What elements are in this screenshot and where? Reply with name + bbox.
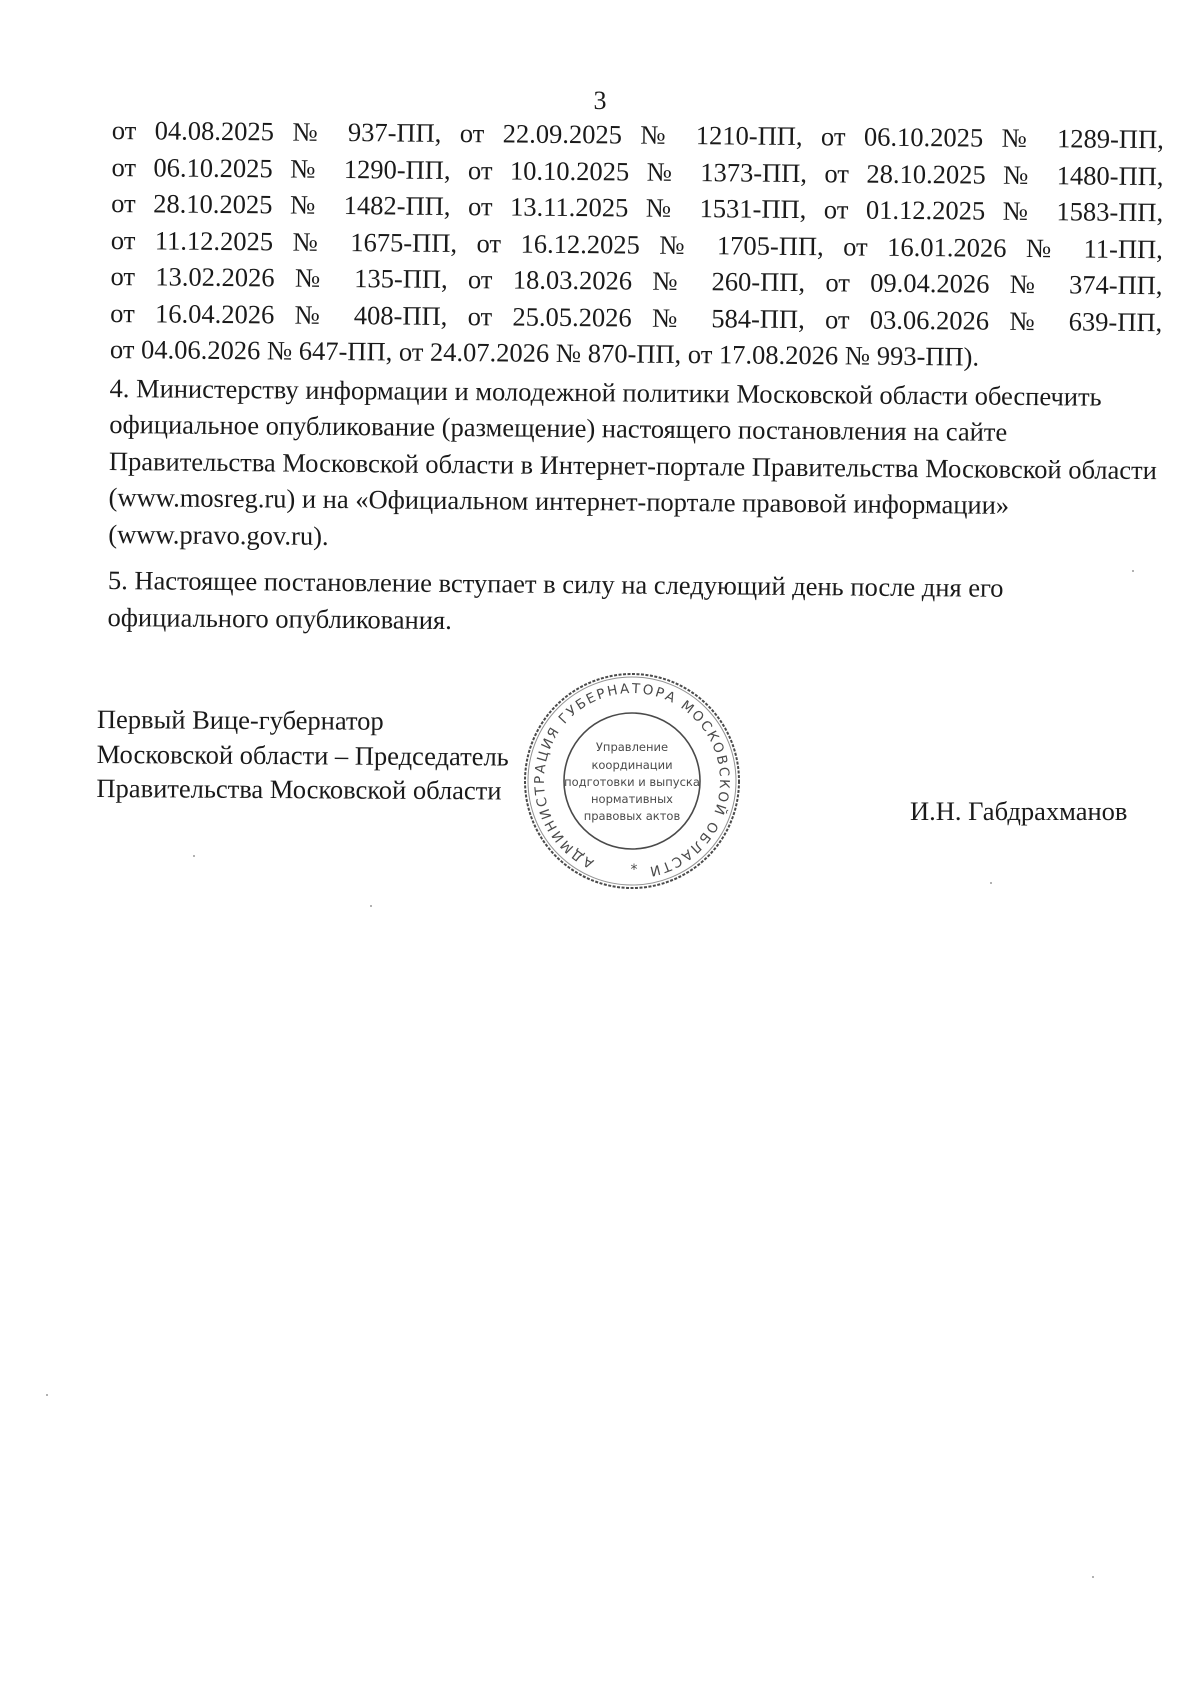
reference-line: от 28.10.2025 № 1482-ПП, от 13.11.2025 № 1531-ПП, от 01.12.2025 № 1583-ПП, xyxy=(111,187,1164,228)
position-line: Правительства Московской области xyxy=(96,772,502,806)
paragraph-line: официального опубликования. xyxy=(107,601,452,635)
stamp-inner-line: нормативных xyxy=(591,792,673,806)
reference-line: от 06.10.2025 № 1290-ПП, от 10.10.2025 № 1373-ПП, от 28.10.2025 № 1480-ПП, xyxy=(111,151,1164,191)
scan-speck xyxy=(1092,1576,1094,1578)
reference-list xyxy=(110,112,1164,377)
paragraph-5 xyxy=(107,562,1160,644)
position-line: Первый Вице-губернатор xyxy=(96,703,384,736)
stamp-inner-line: Управление xyxy=(595,740,669,754)
reference-line: от 13.02.2026 № 135-ПП, от 18.03.2026 № 260-ПП, от 09.04.2026 № 374-ПП, xyxy=(110,260,1163,301)
reference-line: от 04.06.2026 № 647-ПП, от 24.07.2026 № 870-ПП, от 17.08.2026 № 993-ПП). xyxy=(109,333,980,372)
scan-speck xyxy=(370,905,372,907)
signatory-position xyxy=(96,702,509,808)
paragraph-line: правовой информации» (www.pravo.gov.ru). xyxy=(108,487,1010,551)
scan-speck xyxy=(46,1394,48,1396)
paragraph-line: 5. Настоящее постановление вступает в силу на следующий день после дня его xyxy=(107,564,1004,603)
paragraph-4 xyxy=(108,369,1162,561)
scan-speck xyxy=(990,882,992,884)
paragraph-line: обеспечить официальное опубликование (размещение) настоящего постановления xyxy=(109,380,1102,446)
reference-line: от 11.12.2025 № 1675-ПП, от 16.12.2025 № 1705-ПП, от 16.01.2026 № 11-ПП, xyxy=(110,224,1163,264)
scan-speck xyxy=(1132,570,1134,572)
stamp-inner-line: правовых актов xyxy=(583,809,681,823)
stamp-star: * xyxy=(630,862,638,878)
stamp-ring-text: АДМИНИСТРАЦИЯ ГУБЕРНАТОРА МОСКОВСКОЙ ОБЛАСТИ xyxy=(531,680,733,880)
paragraph-line: 4. Министерству информации и молодежной политики Московской области xyxy=(109,372,969,410)
stamp-inner-line: координации xyxy=(591,758,673,772)
reference-line: от 04.08.2025 № 937-ПП, от 22.09.2025 № 1210-ПП, от 06.10.2025 № 1289-ПП, xyxy=(111,114,1164,155)
page-number: 3 xyxy=(593,86,607,115)
document-body xyxy=(107,112,1164,644)
reference-line: от 16.04.2026 № 408-ПП, от 25.05.2026 № 584-ПП, от 03.06.2026 № 639-ПП, xyxy=(110,297,1163,337)
paragraph-line: на сайте Правительства Московской области в Интернет-портале Правительства xyxy=(108,416,1008,483)
stamp-inner-line: подготовки и выпуска xyxy=(564,775,700,789)
official-stamp xyxy=(512,664,752,894)
signatory-name: И.Н. Габдрахманов xyxy=(910,796,1128,826)
paragraph-line: Московской области (www.mosreg.ru) и на «Официальном интернет-портале xyxy=(108,452,1158,518)
position-line: Московской области – Председатель xyxy=(96,738,509,772)
scan-speck xyxy=(193,855,195,857)
